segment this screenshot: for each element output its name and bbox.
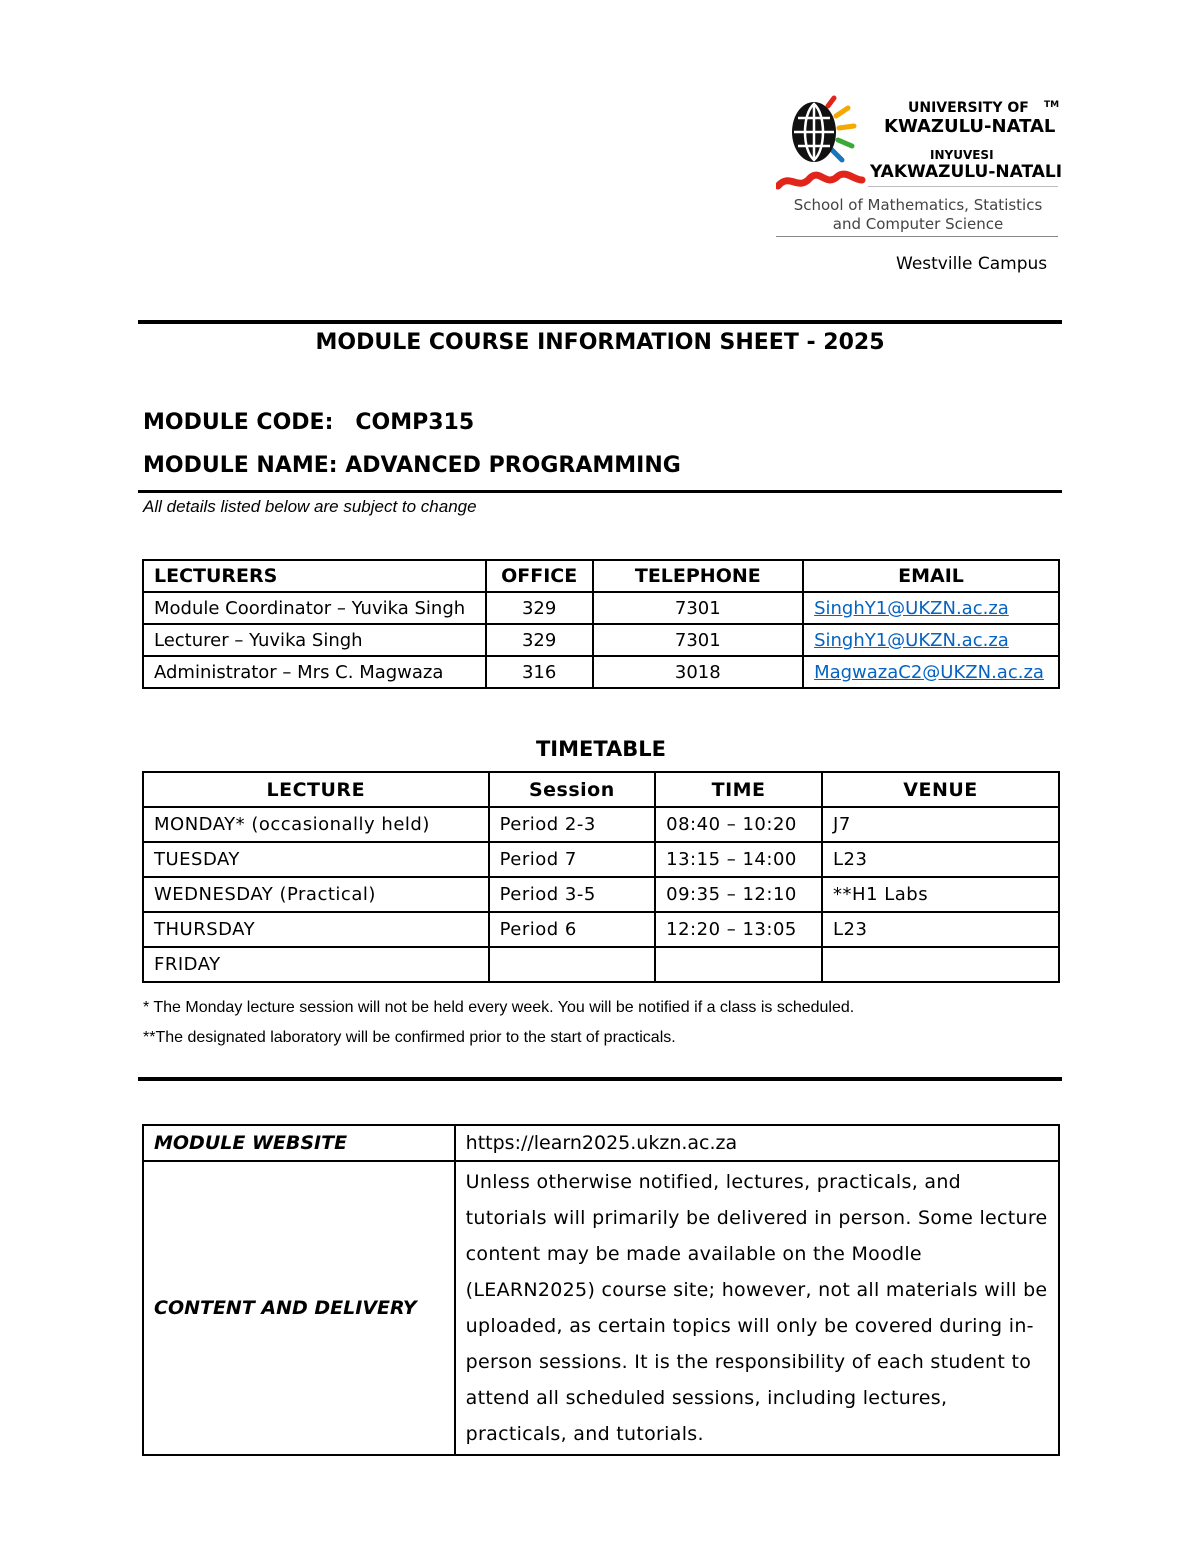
timetable-time: 08:40 – 10:20	[655, 807, 822, 842]
ukzn-emblem-icon	[776, 94, 866, 194]
table-row	[143, 1125, 1059, 1161]
header-office: OFFICE	[486, 560, 593, 592]
logo-line-kwazulu-natal: KWAZULU-NATAL	[884, 116, 1056, 137]
timetable-venue: L23	[822, 842, 1059, 877]
header-lecturers: LECTURERS	[143, 560, 486, 592]
timetable-day: MONDAY* (occasionally held)	[143, 807, 489, 842]
content-delivery-value: Unless otherwise notified, lectures, practicals, and tutorials will primarily be delivered in person. Some lecture content may be made available on the Moodle (LEARN2025) course site; however, not all materials will be uploaded, as certain topics will only be covered during in-person sessions. It is the responsibility of each student to attend all scheduled sessions, including lectures, practicals, and tutorials.	[455, 1161, 1059, 1455]
timetable-day: WEDNESDAY (Practical)	[143, 877, 489, 912]
timetable-time: 13:15 – 14:00	[655, 842, 822, 877]
logo-school-line2: and Computer Science	[832, 215, 1004, 233]
lecturer-telephone: 3018	[593, 656, 804, 688]
lecturer-role: Module Coordinator – Yuvika Singh	[143, 592, 486, 624]
header-telephone: TELEPHONE	[593, 560, 804, 592]
campus-label: Westville Campus	[896, 254, 1048, 274]
module-code-value: COMP315	[355, 410, 475, 435]
timetable-venue: L23	[822, 912, 1059, 947]
table-row	[143, 656, 1059, 688]
table-row	[143, 624, 1059, 656]
lecturer-email-link[interactable]: SinghY1@UKZN.ac.za	[814, 597, 1009, 619]
header-lecture: LECTURE	[143, 772, 489, 807]
table-row	[143, 1161, 1059, 1455]
administrator-email-link[interactable]: MagwazaC2@UKZN.ac.za	[814, 661, 1044, 683]
table-row	[143, 807, 1059, 842]
header-email: EMAIL	[803, 560, 1059, 592]
module-website-label: MODULE WEBSITE	[143, 1125, 455, 1161]
table-row	[143, 912, 1059, 947]
lecturer-role: Lecturer – Yuvika Singh	[143, 624, 486, 656]
ukzn-logo	[776, 94, 1063, 240]
timetable-time: 09:35 – 12:10	[655, 877, 822, 912]
top-rule	[138, 320, 1062, 324]
module-code-line	[143, 410, 474, 435]
timetable-time: 12:20 – 13:05	[655, 912, 822, 947]
lecturer-office: 316	[486, 656, 593, 688]
logo-line-inyuvesi: INYUVESI	[930, 148, 994, 162]
header-time: TIME	[655, 772, 822, 807]
timetable-footnote-lab: **The designated laboratory will be confirmed prior to the start of practicals.	[143, 1029, 676, 1046]
lecturers-header-row	[143, 560, 1059, 592]
section-rule	[138, 1077, 1062, 1081]
logo-line-yakwazulu-natali: YAKWAZULU-NATALI	[870, 162, 1063, 182]
module-rule	[138, 490, 1062, 493]
header-session: Session	[489, 772, 656, 807]
header-venue: VENUE	[822, 772, 1059, 807]
module-name-line: MODULE NAME: ADVANCED PROGRAMMING	[143, 453, 681, 478]
timetable-time	[655, 947, 822, 982]
table-row	[143, 842, 1059, 877]
lecturer-telephone: 7301	[593, 624, 804, 656]
timetable-session	[489, 947, 656, 982]
timetable-venue: J7	[822, 807, 1059, 842]
lecturer-role: Administrator – Mrs C. Magwaza	[143, 656, 486, 688]
timetable-venue: **H1 Labs	[822, 877, 1059, 912]
timetable-day: TUESDAY	[143, 842, 489, 877]
timetable-venue	[822, 947, 1059, 982]
timetable-day: FRIDAY	[143, 947, 489, 982]
table-row	[143, 877, 1059, 912]
timetable-table	[142, 771, 1060, 983]
lecturer-office: 329	[486, 592, 593, 624]
content-delivery-label: CONTENT AND DELIVERY	[143, 1161, 455, 1455]
lecturers-table	[142, 559, 1060, 689]
timetable-day: THURSDAY	[143, 912, 489, 947]
lecturer-telephone: 7301	[593, 592, 804, 624]
module-info-table	[142, 1124, 1060, 1456]
module-code-label: MODULE CODE:	[143, 410, 334, 435]
table-row	[143, 592, 1059, 624]
logo-line-university-of: UNIVERSITY OF	[908, 100, 1029, 116]
module-website-value: https://learn2025.ukzn.ac.za	[455, 1125, 1059, 1161]
timetable-title: TIMETABLE	[535, 737, 667, 761]
page-title: MODULE COURSE INFORMATION SHEET - 2025	[315, 330, 885, 355]
timetable-session: Period 6	[489, 912, 656, 947]
table-row	[143, 947, 1059, 982]
timetable-session: Period 2-3	[489, 807, 656, 842]
disclaimer-note: All details listed below are subject to change	[143, 497, 477, 516]
logo-school-line1: School of Mathematics, Statistics	[793, 196, 1043, 214]
timetable-footnote-monday: * The Monday lecture session will not be held every week. You will be notified if a class is scheduled.	[143, 999, 855, 1016]
logo-divider	[868, 186, 1058, 187]
logo-bottom-rule	[776, 236, 1058, 237]
lecturer-email-link[interactable]: SinghY1@UKZN.ac.za	[814, 629, 1009, 651]
logo-tm: TM	[1044, 100, 1060, 110]
timetable-session: Period 7	[489, 842, 656, 877]
timetable-session: Period 3-5	[489, 877, 656, 912]
timetable-header-row	[143, 772, 1059, 807]
lecturer-office: 329	[486, 624, 593, 656]
